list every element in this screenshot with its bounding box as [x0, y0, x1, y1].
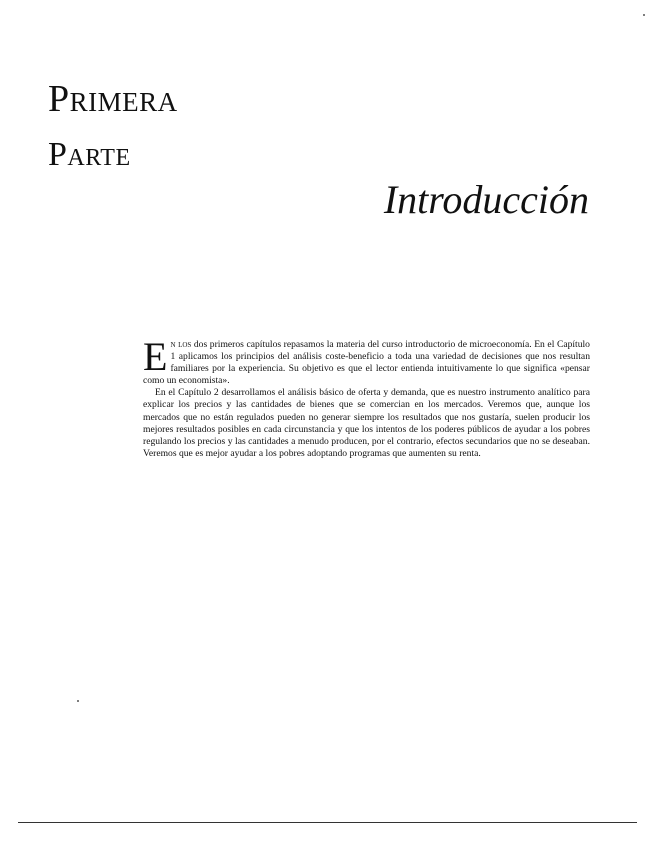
drop-cap: E — [143, 334, 168, 379]
part-title-line1: Primera — [48, 78, 178, 120]
part-title-line2: Parte — [48, 136, 131, 173]
page-speck — [77, 700, 79, 702]
chapter-title: Introducción — [383, 177, 589, 222]
intro-text — [143, 334, 590, 460]
lead-in: n los — [170, 339, 192, 350]
intro-paragraph-1 — [143, 334, 590, 387]
intro-paragraph-2: En el Capítulo 2 desarrollamos el análisis básico de oferta y demanda, que es nuestro instrumento analítico para explicar los precios y las cantidades de bienes que se comercian en los mercados. Veremos que, aunque los mercados que no están regulados pueden no generar siempre los resultados que nos gustaría, suelen producir los mejores resultados posibles en cada circunstancia y que los intentos de los poderes públicos de ayudar a los pobres regulando los precios y las cantidades a menudo producen, por el contrario, efectos secundarios que no se deseaban. Veremos que es mejor ayudar a los pobres adoptando programas que aumenten su renta. — [143, 387, 590, 459]
paragraph-1-text: dos primeros capítulos repasamos la materia del curso introductorio de microeconomía. En el Capítulo 1 aplicamos los principios del análisis coste-beneficio a toda una variedad de decisiones que nos resultan familiares por la experiencia. Su objetivo es que el lector entienda intuitivamente lo que significa «pensar como un economista». — [143, 339, 590, 387]
bottom-rule — [18, 822, 637, 823]
page-speck — [643, 14, 645, 16]
